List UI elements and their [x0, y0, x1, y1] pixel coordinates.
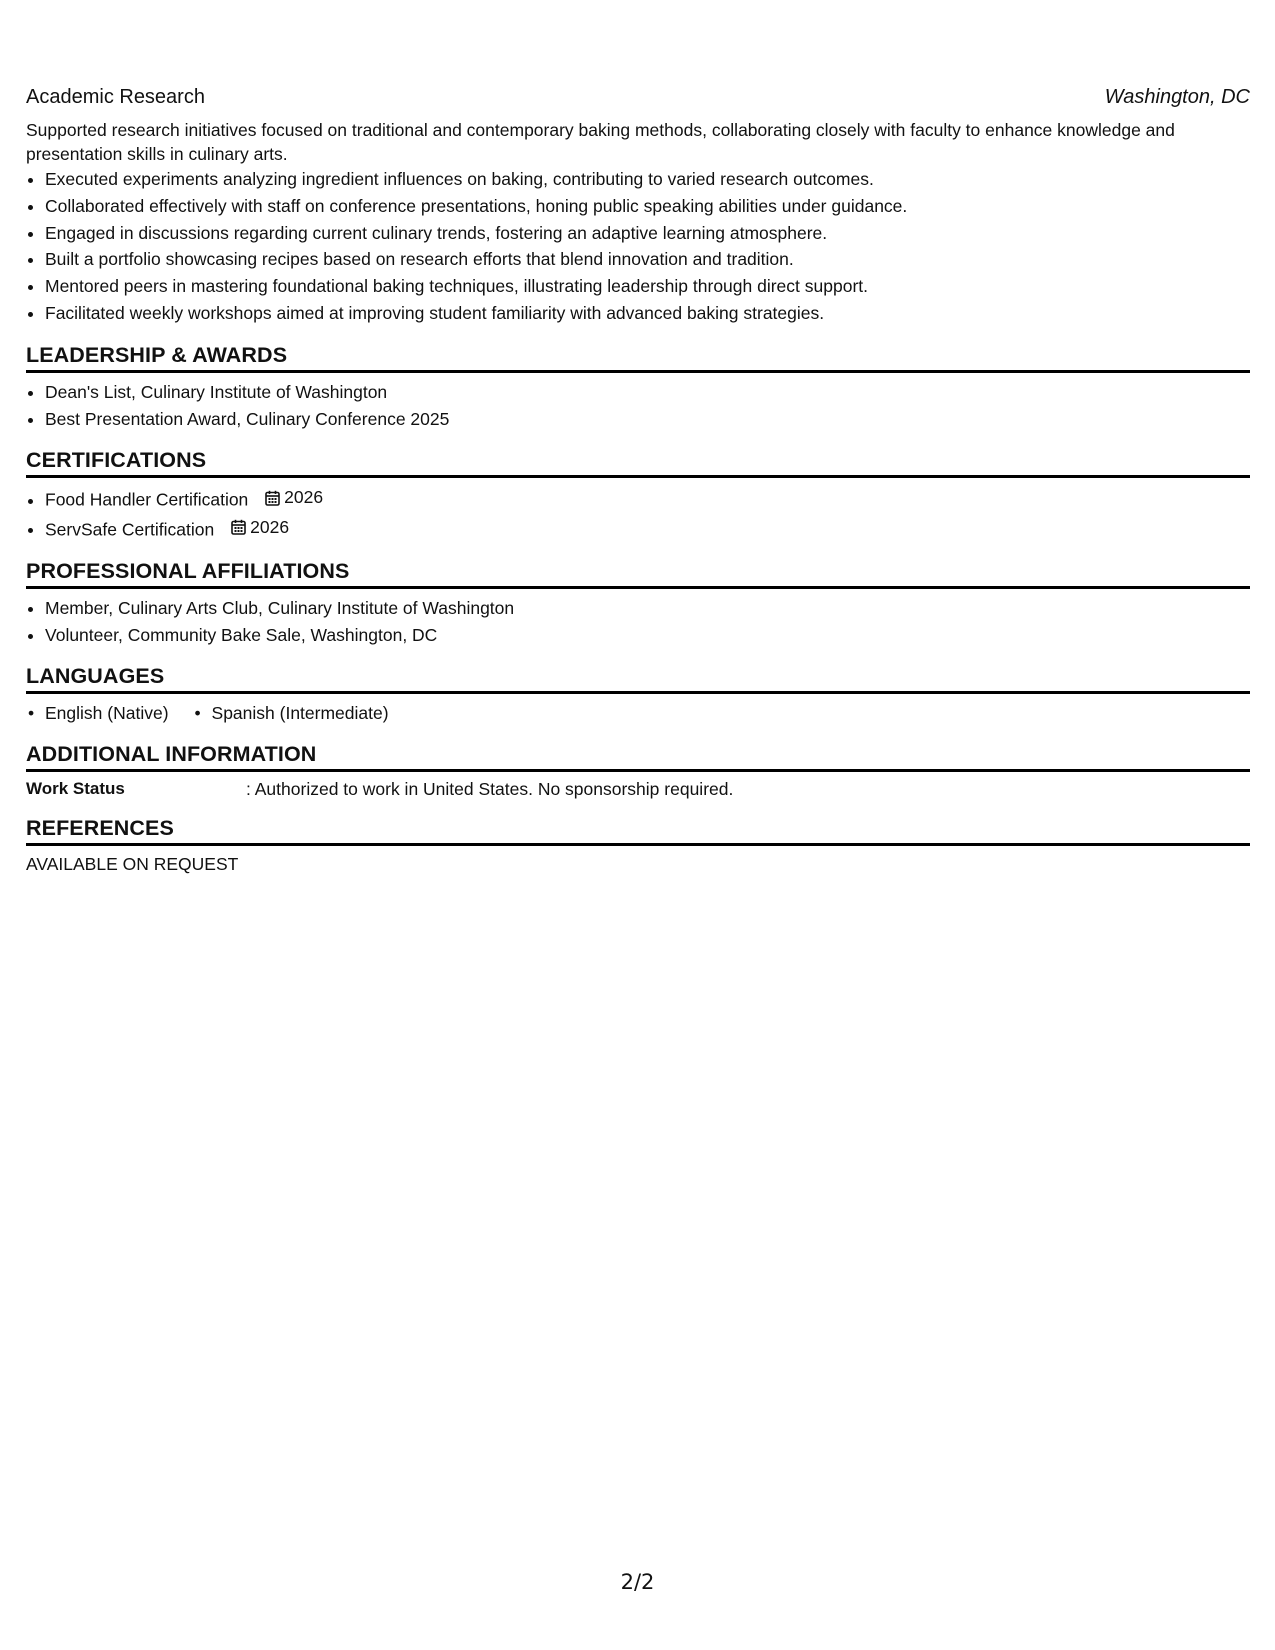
page-number: 2/2	[620, 1570, 655, 1594]
section-certifications	[26, 446, 1250, 542]
references-text: AVAILABLE ON REQUEST	[26, 854, 239, 875]
list-item: • Best Presentation Award, Culinary Conference 2025	[45, 406, 1250, 433]
list-item: • Mentored peers in mastering foundational baking techniques, illustrating leadership through direct support.	[45, 273, 1250, 300]
section-title: PROFESSIONAL AFFILIATIONS	[26, 557, 1250, 589]
section-title: ADDITIONAL INFORMATION	[26, 740, 1250, 772]
list-item	[45, 514, 1250, 543]
list-item	[45, 484, 1250, 513]
work-status-label: Work Status	[26, 779, 125, 799]
section-professional-affiliations	[26, 557, 1250, 649]
certification-date	[265, 484, 323, 511]
calendar-icon	[231, 519, 246, 535]
list-item: • Collaborated effectively with staff on conference presentations, honing public speaking abilities under guidance.	[45, 193, 1250, 220]
entry-title: Academic Research	[26, 86, 205, 108]
experience-entry	[26, 84, 1250, 327]
work-status-row	[26, 778, 1250, 800]
section-title: LANGUAGES	[26, 662, 1250, 694]
certifications-list	[26, 484, 1250, 542]
certification-date	[231, 514, 289, 541]
entry-summary: Supported research initiatives focused on traditional and contemporary baking methods, collaborating closely with faculty to enhance knowledge and presentation skills in culinary arts.	[26, 120, 1175, 164]
list-item: • Built a portfolio showcasing recipes based on research efforts that blend innovation and tradition.	[45, 246, 1250, 273]
leadership-list	[26, 379, 1250, 433]
certification-year: 2026	[284, 487, 324, 508]
certification-name: Food Handler Certification	[45, 489, 249, 510]
languages-list	[26, 700, 1250, 726]
entry-bullets	[26, 166, 1250, 327]
list-item: • Volunteer, Community Bake Sale, Washington, DC	[45, 622, 1250, 649]
list-item: • Spanish (Intermediate)	[193, 700, 389, 726]
section-languages	[26, 662, 1250, 726]
certification-year: 2026	[250, 516, 290, 537]
section-additional-information	[26, 740, 1250, 800]
section-title: LEADERSHIP & AWARDS	[26, 341, 1250, 373]
list-item: • Engaged in discussions regarding current culinary trends, fostering an adaptive learning atmosphere.	[45, 220, 1250, 247]
list-item: • Facilitated weekly workshops aimed at improving student familiarity with advanced baking strategies.	[45, 300, 1250, 327]
section-title: REFERENCES	[26, 814, 1250, 846]
section-leadership-awards	[26, 341, 1250, 433]
section-title: CERTIFICATIONS	[26, 446, 1250, 478]
entry-header	[26, 84, 1250, 110]
calendar-icon	[265, 490, 280, 506]
certification-name: ServSafe Certification	[45, 518, 215, 539]
list-item: • Executed experiments analyzing ingredient influences on baking, contributing to varied research outcomes.	[45, 166, 1250, 193]
list-item: • Dean's List, Culinary Institute of Washington	[45, 379, 1250, 406]
entry-location: Washington, DC	[1104, 86, 1250, 108]
section-references	[26, 814, 1250, 876]
work-status-value: : Authorized to work in United States. No sponsorship required.	[246, 779, 734, 800]
list-item: • Member, Culinary Arts Club, Culinary Institute of Washington	[45, 595, 1250, 622]
list-item: • English (Native)	[26, 700, 169, 726]
resume-page	[26, 84, 1250, 876]
affiliations-list	[26, 595, 1250, 649]
